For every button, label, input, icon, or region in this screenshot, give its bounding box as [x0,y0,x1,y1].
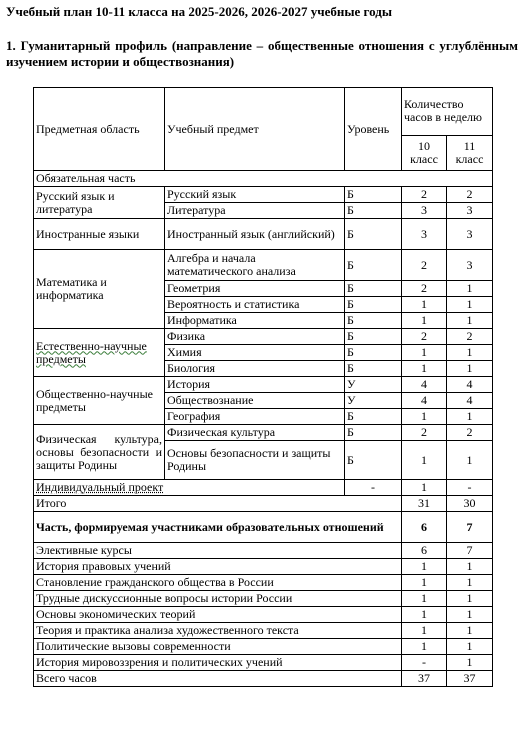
subject-area [34,329,165,377]
subject-level: Б [345,409,402,425]
hours-11: 4 [447,377,493,393]
subject-name: История [165,377,345,393]
subject-level: Б [345,361,402,377]
hours-10: 4 [402,377,447,393]
mandatory-row [34,171,493,187]
subject-name: Биология [165,361,345,377]
total-row [34,496,493,512]
hours-11: 1 [447,345,493,361]
hours-11: 1 [447,607,493,623]
header-area: Предметная область [34,88,165,171]
subject-area: Физическая культура, основы безопасности и защиты Родины [34,425,165,480]
elective-row [34,591,493,607]
subject-name: Химия [165,345,345,361]
subject-area: Русский язык и литература [34,187,165,219]
hours-11: 1 [447,441,493,480]
subject-level: Б [345,297,402,313]
subject-level: Б [345,219,402,250]
header-hours: Количество часов в неделю [402,88,493,136]
hours-10: 1 [402,559,447,575]
hours-11: 1 [447,575,493,591]
subject-area: Иностранные языки [34,219,165,250]
elective-label: История мировоззрения и политических учений [34,655,402,671]
hours-11: 7 [447,512,493,543]
elective-label: Элективные курсы [34,543,402,559]
subject-level: Б [345,250,402,281]
grand-total-label: Всего часов [34,671,402,687]
hours-10: 1 [402,345,447,361]
hours-10: 1 [402,591,447,607]
elective-row [34,655,493,671]
participants-part-label: Часть, формируемая участниками образовательных отношений [34,512,402,543]
subject-level: Б [345,441,402,480]
hours-10: 1 [402,361,447,377]
subject-name: Обществознание [165,393,345,409]
hours-10: 1 [402,313,447,329]
hours-11: 2 [447,187,493,203]
participants-part-row [34,512,493,543]
hours-11: 30 [447,496,493,512]
subject-area-text: Естественно-научные предметы [36,338,147,366]
subject-area: Общественно-научные предметы [34,377,165,425]
hours-10: 2 [402,250,447,281]
hours-10: 2 [402,329,447,345]
elective-label: История правовых учений [34,559,402,575]
subject-name: Алгебра и начала математического анализа [165,250,345,281]
subject-name: Вероятность и статистика [165,297,345,313]
hours-10: 2 [402,187,447,203]
header-subject: Учебный предмет [165,88,345,171]
individual-project-level: - [345,480,402,496]
hours-10: 6 [402,543,447,559]
subject-level: Б [345,281,402,297]
subject-level: Б [345,345,402,361]
subject-level: Б [345,187,402,203]
hours-11: 1 [447,559,493,575]
elective-label: Политические вызовы современности [34,639,402,655]
elective-row [34,623,493,639]
hours-11: - [447,480,493,496]
hours-11: 1 [447,409,493,425]
hours-10: 4 [402,393,447,409]
header-grade-11: 11 класс [447,135,493,170]
subject-name: Литература [165,203,345,219]
hours-11: 7 [447,543,493,559]
subject-name: Основы безопасности и защиты Родины [165,441,345,480]
hours-10: 3 [402,219,447,250]
hours-11: 1 [447,655,493,671]
hours-11: 3 [447,203,493,219]
hours-10: 1 [402,409,447,425]
hours-10: 1 [402,607,447,623]
hours-11: 2 [447,329,493,345]
hours-10: 31 [402,496,447,512]
page-title: Учебный план 10-11 класса на 2025-2026, 2026-2027 учебные годы [6,4,392,19]
hours-11: 1 [447,313,493,329]
hours-11: 1 [447,623,493,639]
hours-11: 37 [447,671,493,687]
subject-row [34,377,493,393]
elective-label: Основы экономических теорий [34,607,402,623]
hours-11: 1 [447,361,493,377]
subject-name: Геометрия [165,281,345,297]
individual-project-label [34,480,345,496]
subject-area: Математика и информатика [34,250,165,329]
subject-name: Иностранный язык (английский) [165,219,345,250]
subject-row [34,219,493,250]
hours-10: 2 [402,281,447,297]
individual-project-row [34,480,493,496]
subject-name: География [165,409,345,425]
subject-name: Физическая культура [165,425,345,441]
hours-10: 6 [402,512,447,543]
hours-10: 37 [402,671,447,687]
header-row [34,88,493,136]
elective-row [34,607,493,623]
elective-label: Теория и практика анализа художественного текста [34,623,402,639]
hours-10: 3 [402,203,447,219]
hours-11: 4 [447,393,493,409]
subject-level: Б [345,425,402,441]
elective-row [34,639,493,655]
subject-level: Б [345,203,402,219]
hours-10: 1 [402,639,447,655]
elective-row [34,543,493,559]
elective-label: Трудные дискуссионные вопросы истории России [34,591,402,607]
hours-11: 2 [447,425,493,441]
hours-11: 1 [447,639,493,655]
individual-project-text: Индивидуальный проект [36,480,164,494]
hours-10: 1 [402,480,447,496]
hours-10: 1 [402,441,447,480]
hours-11: 3 [447,219,493,250]
hours-10: 2 [402,425,447,441]
subject-name: Русский язык [165,187,345,203]
subject-level: Б [345,313,402,329]
header-level: Уровень [345,88,402,171]
elective-row [34,575,493,591]
hours-10: 1 [402,575,447,591]
hours-10: 1 [402,623,447,639]
section-heading: 1. Гуманитарный профиль (направление – общественные отношения с углублённым изучением истории и обществознания) [6,38,518,69]
subject-level: У [345,377,402,393]
subject-name: Физика [165,329,345,345]
grand-total-row [34,671,493,687]
subject-row [34,187,493,203]
hours-10: 1 [402,297,447,313]
total-label: Итого [34,496,402,512]
hours-11: 1 [447,281,493,297]
hours-10: - [402,655,447,671]
curriculum-table [33,87,493,687]
hours-11: 3 [447,250,493,281]
header-grade-10: 10 класс [402,135,447,170]
subject-level: Б [345,329,402,345]
elective-row [34,559,493,575]
subject-row [34,329,493,345]
mandatory-label: Обязательная часть [34,171,493,187]
subject-row [34,250,493,281]
hours-11: 1 [447,297,493,313]
subject-level: У [345,393,402,409]
subject-row [34,425,493,441]
elective-label: Становление гражданского общества в России [34,575,402,591]
subject-name: Информатика [165,313,345,329]
hours-11: 1 [447,591,493,607]
